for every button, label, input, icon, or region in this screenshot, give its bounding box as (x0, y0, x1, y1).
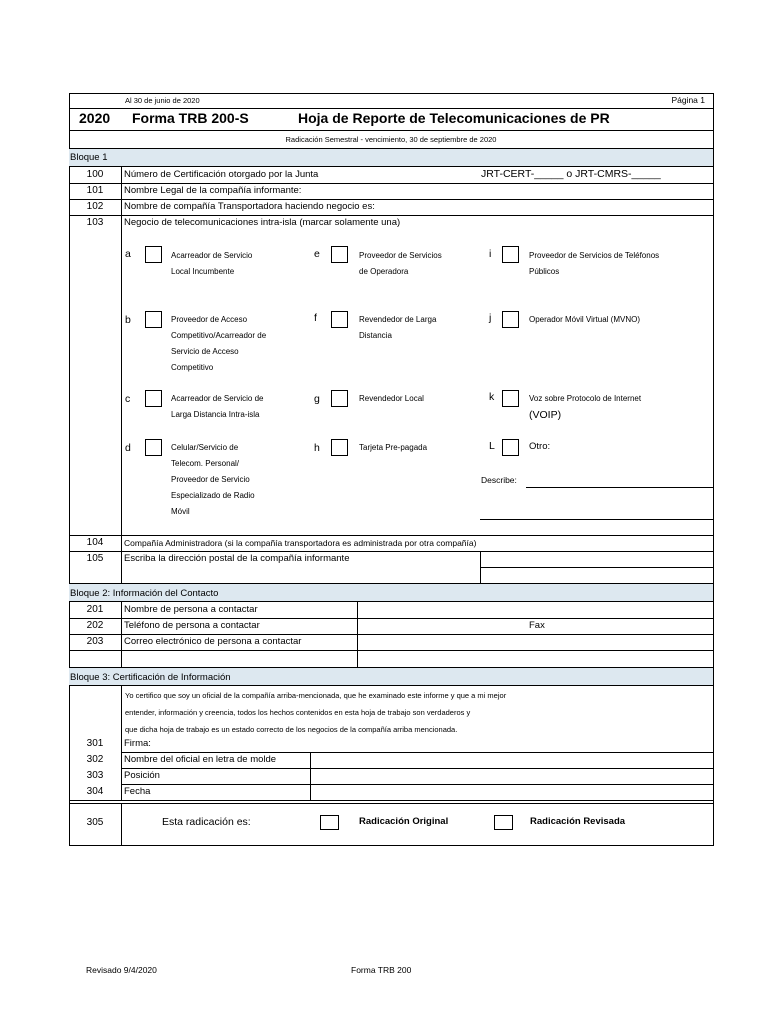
radicacion-label: Esta radicación es: (162, 816, 251, 828)
jrt-cert-field[interactable]: JRT-CERT-_____ o JRT-CMRS-_____ (481, 168, 661, 180)
option-letter-a: a (125, 248, 131, 260)
option-label-a: Acarreador de Servicio Local Incumbente (171, 251, 253, 276)
option-label-j: Operador Móvil Virtual (MVNO) (529, 315, 640, 324)
row-num-301: 301 (86, 738, 104, 749)
option-label-l: Otro: (529, 441, 551, 452)
option-label-i: Proveedor de Servicios de Teléfonos Públicos (529, 251, 660, 276)
option-checkbox-h[interactable] (331, 439, 348, 456)
certification-text: Yo certifico que soy un oficial de la compañía arriba-mencionada, que he examinado este informe y que a mi mejor entender, información y creencia, todos los hechos contenidos en esta hoja de trabajo son verdaderos y que dicha hoja de trabajo es un estado correcto de los negocios de la compañía arriba mencionada. (125, 691, 507, 734)
option-label-b: Proveedor de Acceso Competitivo/Acarreador de Servicio de Acceso Competitivo (171, 315, 267, 372)
option-letter-j: j (489, 312, 492, 324)
row-num-203: 203 (86, 636, 104, 647)
option-label-f: Revendedor de Larga Distancia (359, 315, 437, 340)
option-label-d: Celular/Servicio de Telecom. Personal/ Proveedor de Servicio Especializado de Radio Móvil (171, 443, 255, 516)
row-num-101: 101 (86, 185, 104, 196)
radicacion-original-checkbox[interactable] (320, 815, 339, 830)
option-letter-c: c (125, 393, 131, 405)
option-checkbox-a[interactable] (145, 246, 162, 263)
form-code: Forma TRB 200-S (132, 110, 249, 126)
describe-line-2[interactable] (480, 519, 713, 520)
bloque2-label: Bloque 2: Información del Contacto (70, 588, 219, 599)
option-letter-h: h (314, 442, 320, 454)
option-checkbox-i[interactable] (502, 246, 519, 263)
form-year: 2020 (79, 110, 111, 126)
radicacion-revisada-checkbox[interactable] (494, 815, 513, 830)
row-num-202: 202 (86, 620, 104, 631)
option-letter-l: L (489, 440, 495, 452)
option-label-k: Voz sobre Protocolo de Internet (529, 394, 642, 403)
option-label-e: Proveedor de Servicios de Operadora (359, 251, 442, 276)
row-num-303: 303 (86, 770, 104, 781)
option-letter-d: d (125, 442, 131, 454)
form-trb-200-s (69, 93, 713, 845)
footer-revised: Revisado 9/4/2020 (86, 965, 157, 975)
radicacion-revisada-label: Radicación Revisada (530, 816, 626, 827)
date-line: Al 30 de junio de 2020 (125, 96, 200, 105)
row-num-103: 103 (86, 217, 104, 228)
row-text-103: Negocio de telecomunicaciones intra-isla (marcar solamente una) (124, 217, 401, 228)
option-label-c: Acarreador de Servicio de Larga Distancia Intra-isla (171, 394, 264, 419)
option-voip-label: (VOIP) (529, 409, 562, 421)
row-text-104: Compañía Administradora (si la compañía transportadora es administrada por otra compañía) (124, 538, 477, 548)
option-letter-b: b (125, 314, 131, 326)
row-text-301: Firma: (124, 738, 151, 749)
row-text-304: Fecha (124, 786, 151, 797)
option-letter-g: g (314, 393, 320, 405)
row-num-201: 201 (86, 604, 104, 615)
fax-label: Fax (529, 620, 545, 631)
row-num-102: 102 (86, 201, 104, 212)
row-num-104: 104 (86, 537, 104, 548)
footer-form-name: Forma TRB 200 (351, 965, 412, 975)
option-checkbox-g[interactable] (331, 390, 348, 407)
row-text-203: Correo electrónico de persona a contactar (124, 636, 302, 647)
row-text-102: Nombre de compañía Transportadora haciendo negocio es: (124, 201, 375, 212)
option-checkbox-d[interactable] (145, 439, 162, 456)
option-checkbox-k[interactable] (502, 390, 519, 407)
option-checkbox-j[interactable] (502, 311, 519, 328)
row-num-100: 100 (86, 169, 104, 180)
option-checkbox-l[interactable] (502, 439, 519, 456)
option-label-g: Revendedor Local (359, 394, 424, 403)
describe-line[interactable] (526, 487, 713, 488)
describe-label: Describe: (481, 475, 517, 485)
option-checkbox-b[interactable] (145, 311, 162, 328)
row-text-303: Posición (124, 770, 160, 781)
form-title: Hoja de Reporte de Telecomunicaciones de PR (298, 110, 610, 126)
row-num-304: 304 (86, 786, 104, 797)
row-num-302: 302 (86, 754, 104, 765)
row-text-202: Teléfono de persona a contactar (124, 620, 260, 631)
row-num-105: 105 (86, 553, 104, 564)
radicacion-original-label: Radicación Original (359, 816, 449, 827)
bloque3-label: Bloque 3: Certificación de Información (70, 672, 231, 683)
option-label-h: Tarjeta Pre-pagada (359, 443, 428, 452)
row-text-101: Nombre Legal de la compañía informante: (124, 185, 302, 196)
form-subtitle: Radicación Semestral - vencimiento, 30 de septiembre de 2020 (285, 135, 497, 144)
option-checkbox-e[interactable] (331, 246, 348, 263)
row-text-302: Nombre del oficial en letra de molde (124, 754, 277, 765)
option-letter-i: i (489, 248, 492, 260)
page-number: Página 1 (671, 95, 705, 105)
row-num-305: 305 (86, 817, 104, 828)
option-checkbox-c[interactable] (145, 390, 162, 407)
bloque1-band (69, 149, 713, 166)
option-letter-k: k (489, 391, 495, 403)
row-text-105: Escriba la dirección postal de la compañía informante (124, 553, 350, 564)
option-letter-e: e (314, 248, 320, 260)
option-letter-f: f (314, 312, 317, 324)
option-checkbox-f[interactable] (331, 311, 348, 328)
row-text-100: Número de Certificación otorgado por la Junta (124, 169, 319, 180)
bloque1-label: Bloque 1 (70, 152, 108, 163)
row-text-201: Nombre de persona a contactar (124, 604, 258, 615)
